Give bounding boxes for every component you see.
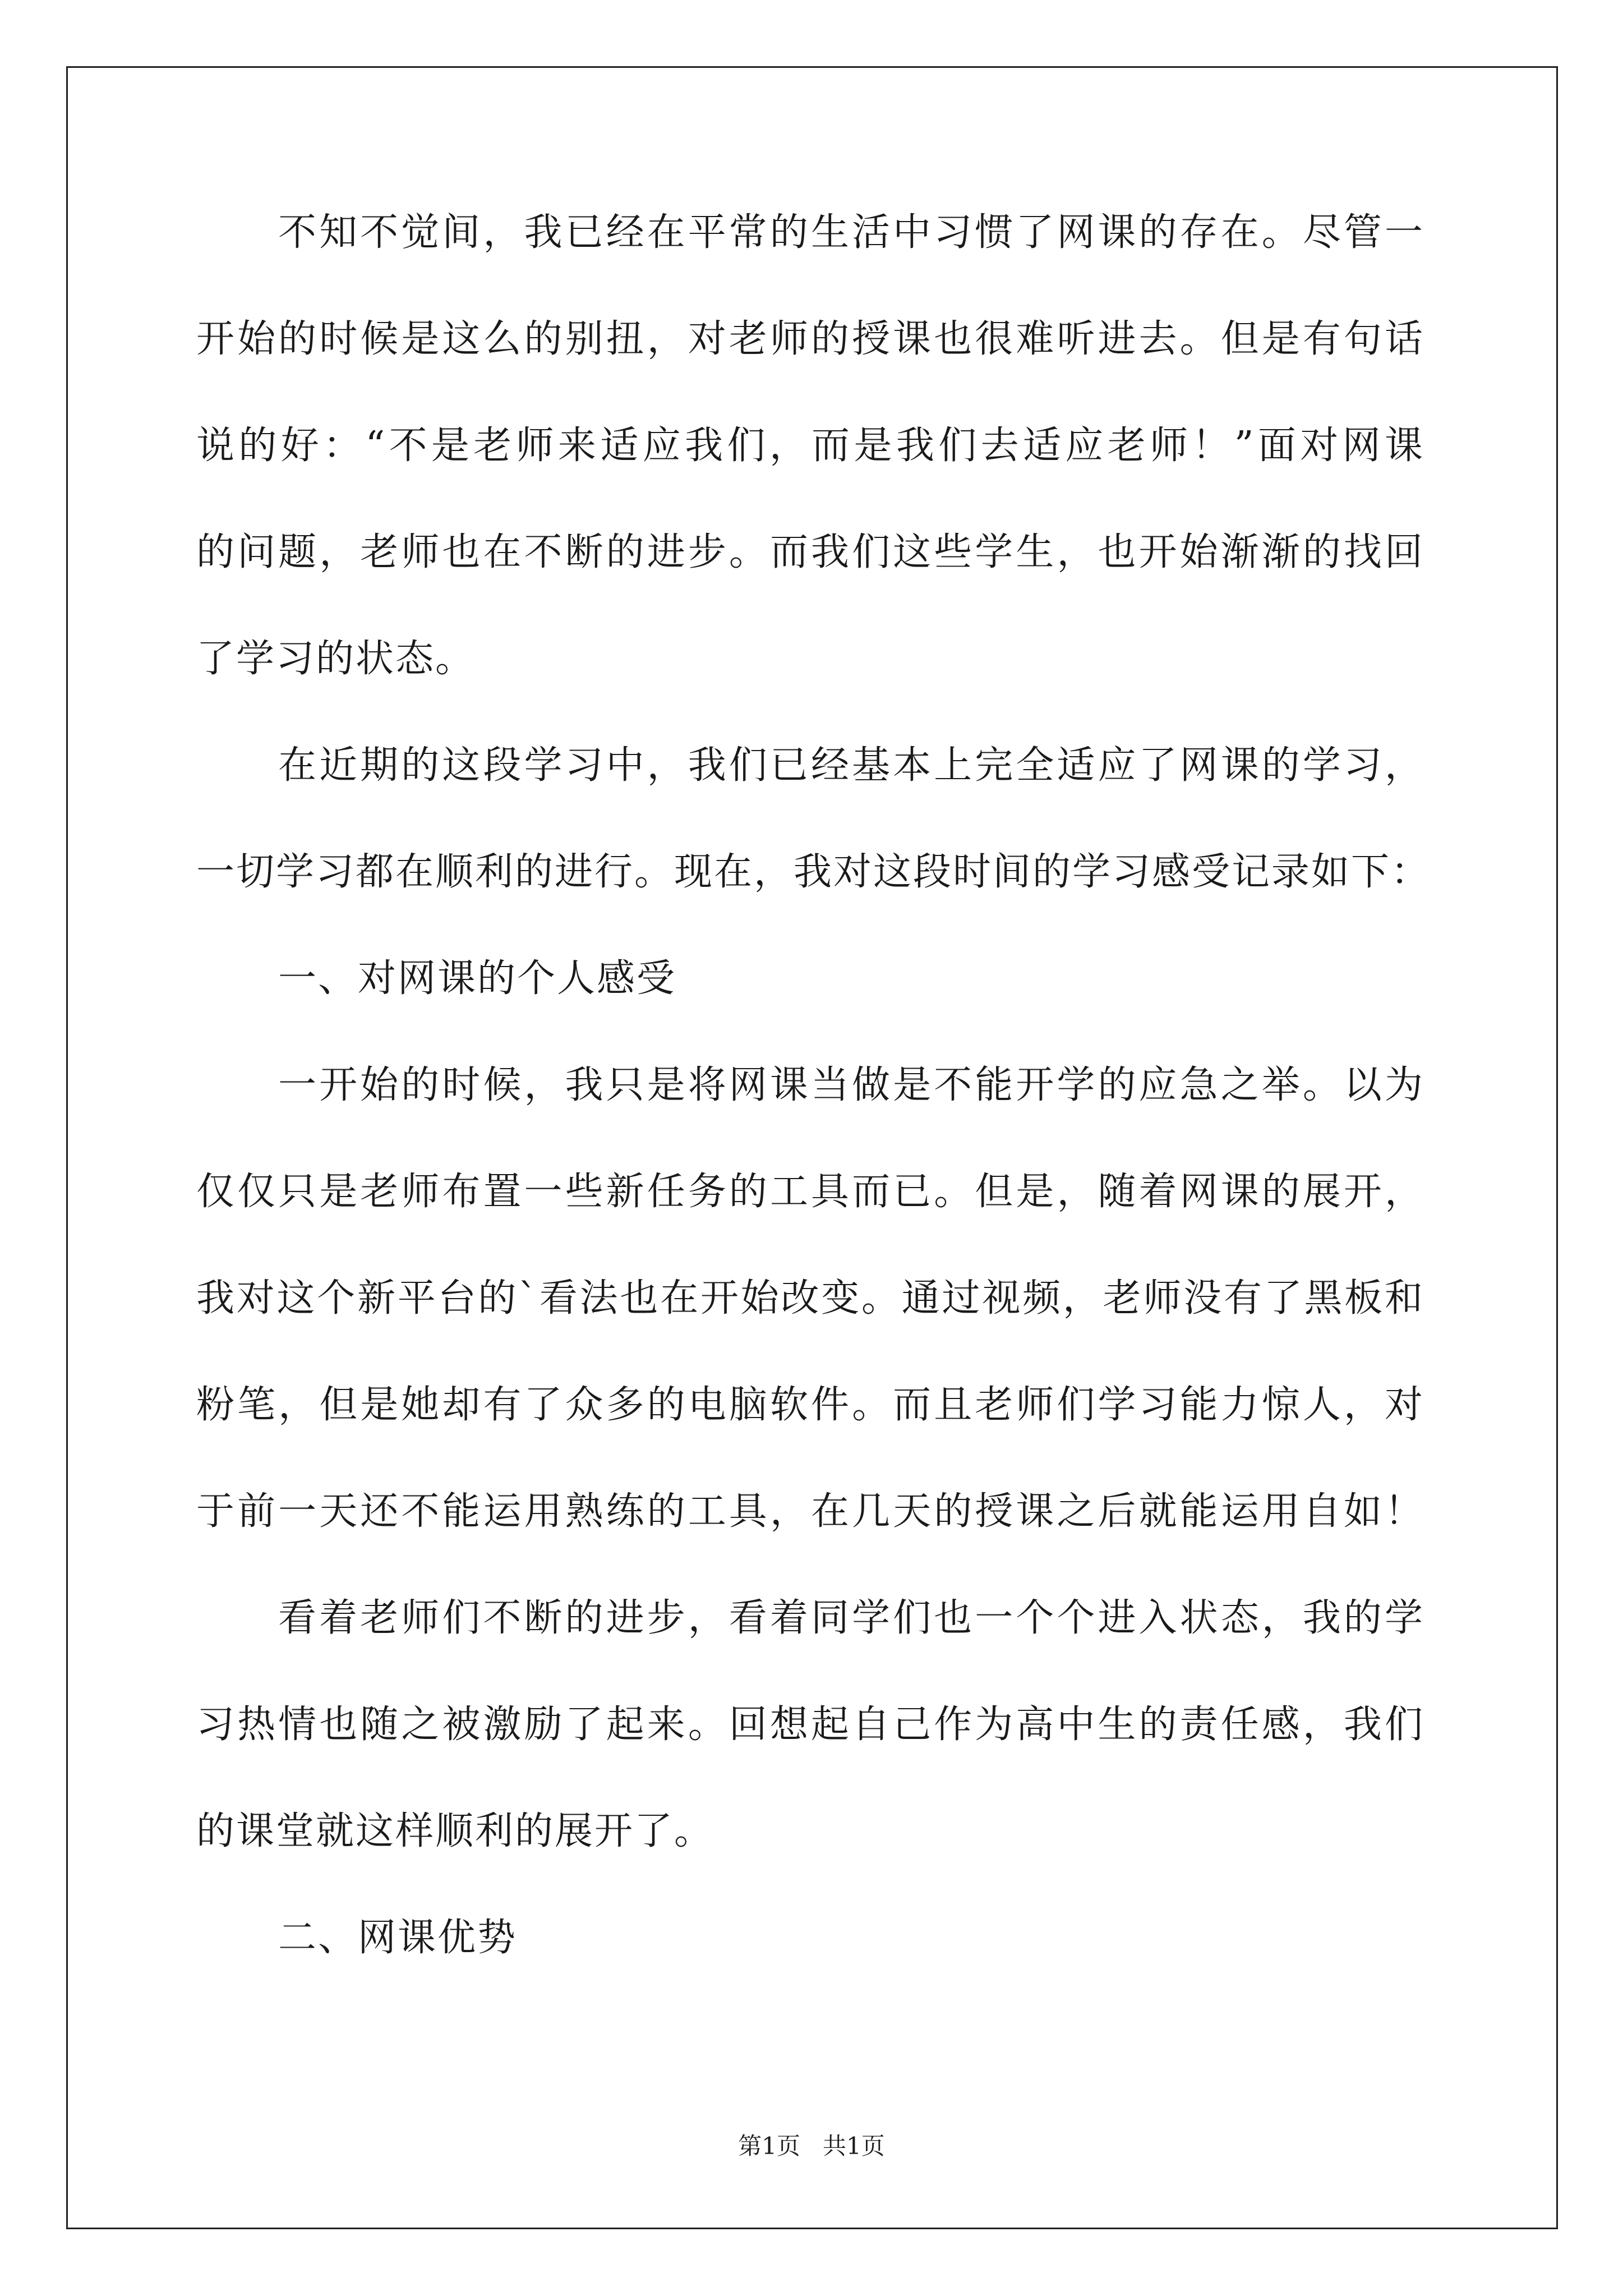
- paragraph-line: 的问题，老师也在不断的进步。而我们这些学生，也开始渐渐的找回: [196, 530, 1424, 574]
- paragraph-line: 于前一天还不能运用熟练的工具，在几天的授课之后就能运用自如！: [196, 1489, 1424, 1534]
- paragraph-line: 的课堂就这样顺利的展开了。: [196, 1809, 714, 1853]
- paragraph-line: 我对这个新平台的`看法也在开始改变。通过视频，老师没有了黑板和: [196, 1276, 1424, 1320]
- paragraph-line: 粉笔，但是她却有了众多的电脑软件。而且老师们学习能力惊人，对: [196, 1383, 1424, 1427]
- paragraph-line: 看着老师们不断的进步，看着同学们也一个个进入状态，我的学: [278, 1596, 1424, 1640]
- paragraph-line: 说的好：“不是老师来适应我们，而是我们去适应老师！”面对网课: [196, 424, 1424, 468]
- paragraph-line: 了学习的状态。: [196, 637, 476, 681]
- paragraph-line: 习热情也随之被激励了起来。回想起自己作为高中生的责任感，我们: [196, 1703, 1424, 1747]
- paragraph-line: 在近期的这段学习中，我们已经基本上完全适应了网课的学习，: [278, 743, 1424, 788]
- paragraph-line: 一开始的时候，我只是将网课当做是不能开学的应急之举。以为: [278, 1063, 1424, 1107]
- paragraph-line: 不知不觉间，我已经在平常的生活中习惯了网课的存在。尽管一: [278, 210, 1424, 255]
- paragraph-line: 开始的时候是这么的别扭，对老师的授课也很难听进去。但是有句话: [196, 317, 1424, 361]
- section-heading: 一、对网课的个人感受: [278, 956, 677, 1001]
- page-border: [66, 66, 1558, 2229]
- paragraph-line: 仅仅只是老师布置一些新任务的工具而已。但是，随着网课的展开，: [196, 1170, 1424, 1214]
- paragraph-line: 一切学习都在顺利的进行。现在，我对这段时间的学习感受记录如下：: [196, 850, 1431, 894]
- section-heading: 二、网课优势: [278, 1916, 518, 1960]
- page-number-footer: 第1页 共1页: [738, 2132, 885, 2160]
